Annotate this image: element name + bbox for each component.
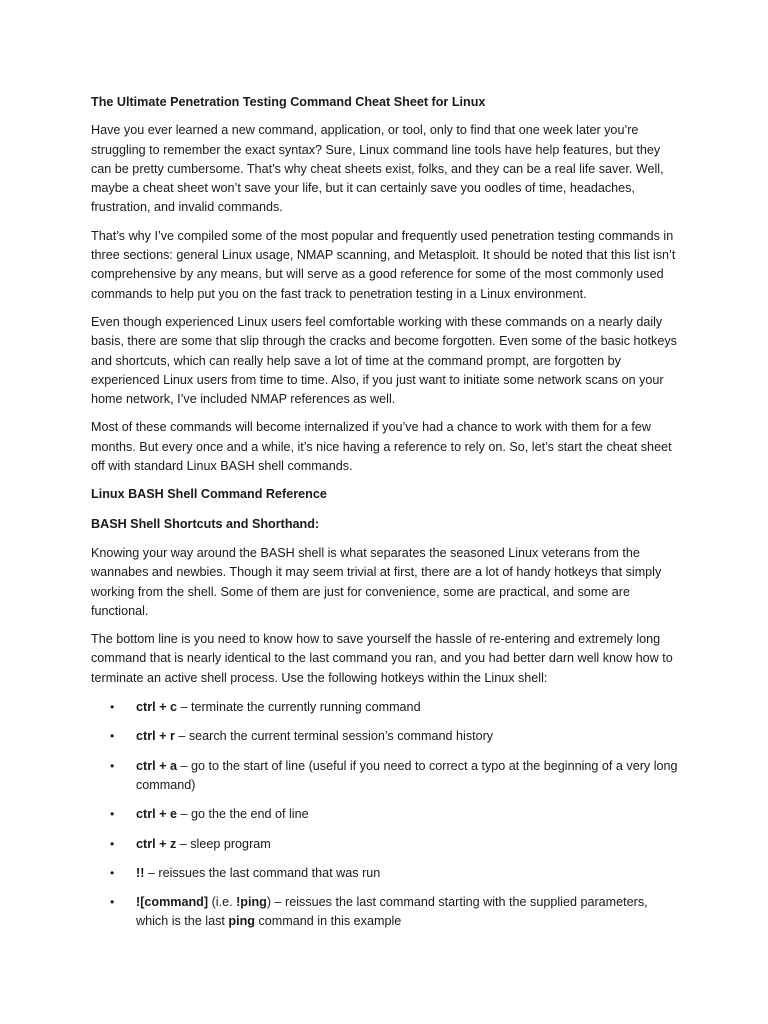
hotkey-description: command in this example [254,914,402,929]
hotkey-key: ctrl + e [136,807,177,822]
hotkey-description: – reissues the last command that was run [144,865,381,880]
intro-paragraph: That’s why I’ve compiled some of the most popular and frequently used penetration testing commands in three sections: general Linux usage, NMAP scanning, and Metasploit. It should be noted that this list isn’t comprehensive by any means, but will serve as a good reference for some of the most commonly used commands to help put you on the fast track to penetration testing in a Linux environment. [91,228,676,301]
intro-paragraph: Have you ever learned a new command, application, or tool, only to find that one week later you’re struggling to remember the exact syntax? Sure, Linux command line tools have help features, but they can be pretty cumbersome. That’s why cheat sheets exist, folks, and they can be a real life saver. Well, maybe a cheat sheet won’t save your life, but it can certainly save you oodles of time, headaches, frustration, and invalid commands. [91,123,664,215]
list-item [91,757,683,796]
hotkey-description: ) – reissues the last command starting with the supplied parameters, which is the last [136,895,648,929]
hotkey-description: – sleep program [176,836,271,851]
hotkey-list [91,698,683,932]
bash-paragraph: The bottom line is you need to know how to save yourself the hassle of re-entering and extremely long command that is nearly identical to the last command you ran, and you had better darn well know how to terminate an active shell process. Use the following hotkeys within the Linux shell: [91,632,673,685]
list-item [91,698,683,717]
bullet-icon: • [110,807,115,822]
hotkey-key: ctrl + c [136,700,177,715]
hotkey-description: – search the current terminal session’s command history [174,729,494,744]
intro-paragraph: Even though experienced Linux users feel comfortable working with these commands on a nearly daily basis, there are some that slip through the cracks and become forgotten. Even some of the basic hotkeys and shortcuts, which can really help save a lot of time at the command prompt, are forgotten by experienced Linux users from time to time. Also, if you just want to initiate some network scans on your home network, I’ve included NMAP references as well. [91,314,677,407]
list-item [91,893,683,932]
hotkey-key: ctrl + z [136,836,177,851]
hotkey-description: – go to the start of line (useful if you need to correct a typo at the beginning of a very long command) [136,758,678,792]
hotkey-description: – go the the end of line [176,807,309,822]
page-title: The Ultimate Penetration Testing Command Cheat Sheet for Linux [91,95,486,109]
bullet-icon: • [110,758,115,773]
hotkey-description: (i.e. [208,895,237,910]
hotkey-example: !ping [236,895,267,910]
bullet-icon: • [110,729,115,744]
hotkey-example: ping [228,914,255,929]
list-item [91,835,683,854]
subsection-heading: BASH Shell Shortcuts and Shorthand: [91,516,320,531]
hotkey-description: – terminate the currently running command [176,700,421,715]
bullet-icon: • [110,895,115,910]
hotkey-key: ctrl + r [136,729,175,744]
hotkey-key: ![command] [136,895,209,910]
bash-paragraph: Knowing your way around the BASH shell is what separates the seasoned Linux veterans from the wannabes and newbies. Though it may seem trivial at first, there are a lot of handy hotkeys that simply working from the shell. Some of them are just for convenience, some are practical, and some are functional. [91,545,662,618]
section-heading: Linux BASH Shell Command Reference [91,487,327,502]
list-item [91,805,683,824]
bullet-icon: • [110,836,115,851]
hotkey-key: ctrl + a [136,758,177,773]
hotkey-key: !! [136,865,145,880]
document-body [91,93,683,942]
bullet-icon: • [110,865,115,880]
intro-paragraph: Most of these commands will become internalized if you’ve had a chance to work with them for a few months. But every once and a while, it’s nice having a reference to rely on. So, let’s start the cheat sheet off with standard Linux BASH shell commands. [91,420,672,474]
bullet-icon: • [110,700,115,715]
list-item [91,727,683,746]
list-item [91,864,683,883]
